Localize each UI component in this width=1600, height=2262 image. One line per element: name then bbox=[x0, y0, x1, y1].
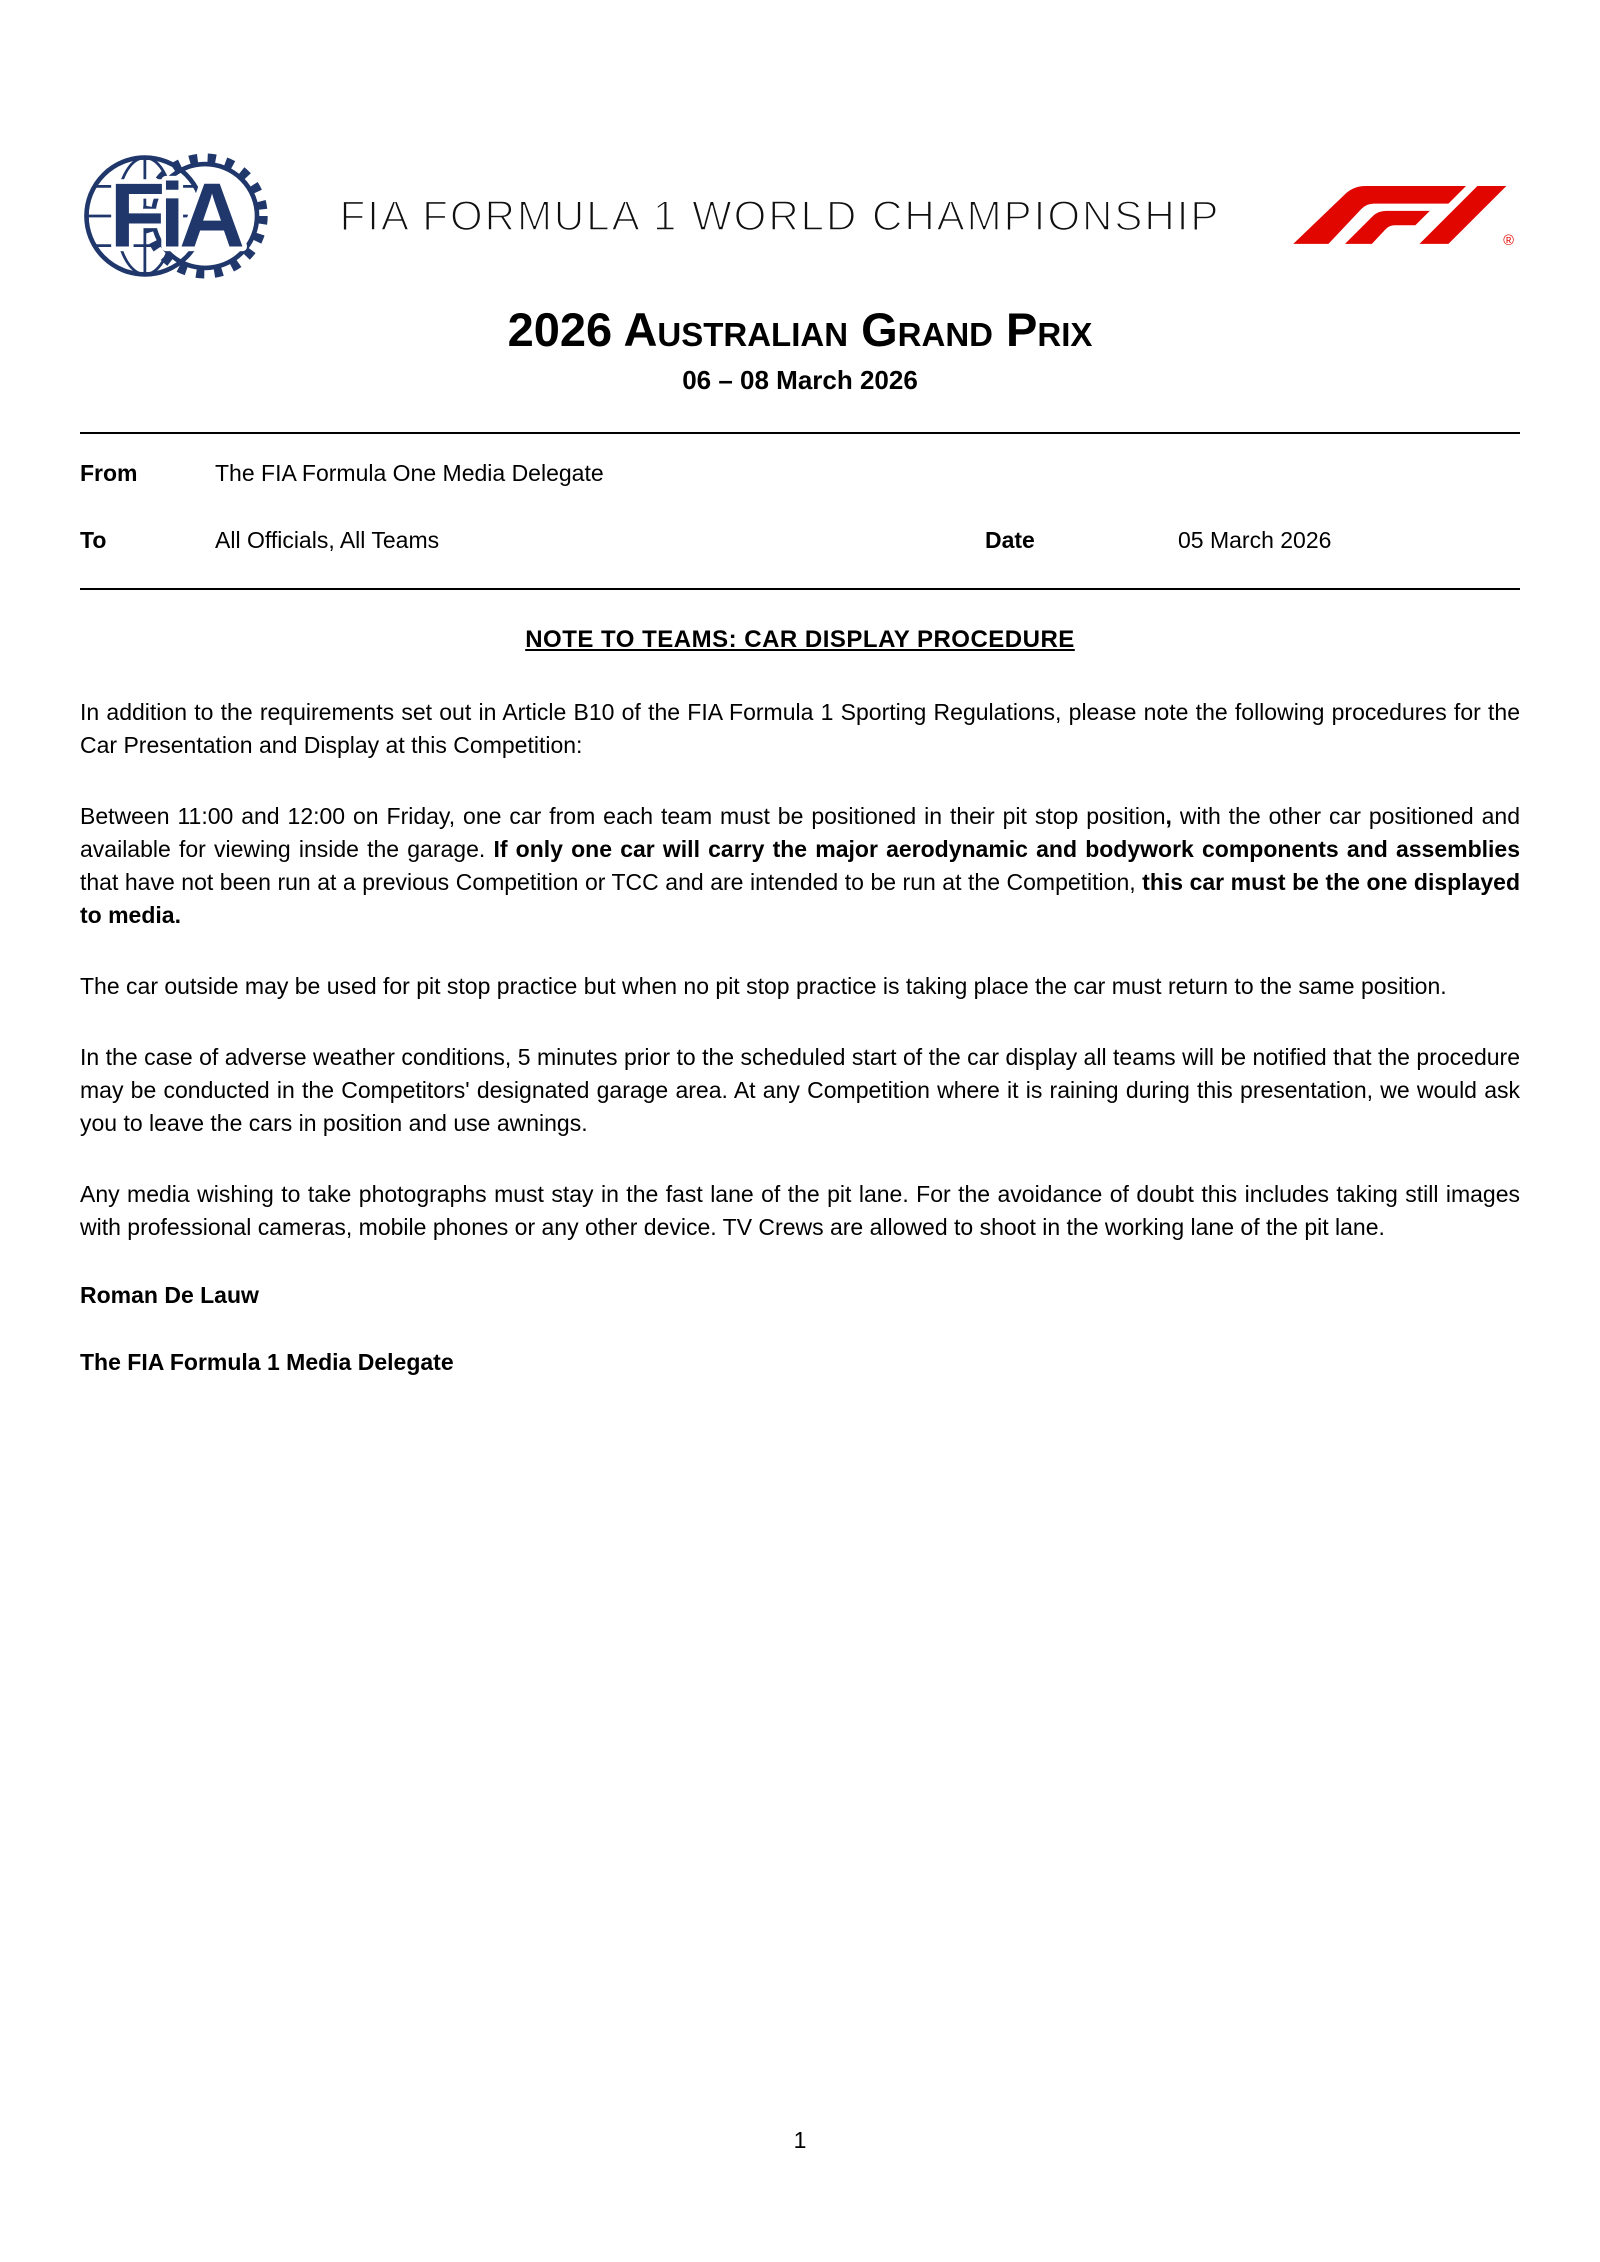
f1-logo bbox=[1290, 186, 1520, 246]
from-value: The FIA Formula One Media Delegate bbox=[215, 460, 604, 486]
document-heading: NOTE TO TEAMS: CAR DISPLAY PROCEDURE bbox=[525, 626, 1075, 653]
meta-table bbox=[80, 434, 1520, 588]
to-label: To bbox=[80, 527, 107, 553]
text-run: The car outside may be used for pit stop practice but when no pit stop practice is taking place the car must return to the same position. bbox=[80, 973, 1447, 999]
fia-logo-text: FiA bbox=[109, 165, 240, 267]
date-label: Date bbox=[985, 527, 1035, 553]
bold-text-run: If only one car will carry the major aerodynamic and bodywork components and assemblies bbox=[493, 836, 1520, 862]
body-paragraph bbox=[80, 970, 1520, 1003]
body-paragraph bbox=[80, 1178, 1520, 1244]
event-title: 2026 Australian Grand Prix bbox=[507, 303, 1093, 356]
f1-logo-shapes bbox=[1293, 186, 1514, 246]
from-label: From bbox=[80, 460, 138, 486]
text-run: Any media wishing to take photographs must stay in the fast lane of the pit lane. For the avoidance of doubt this includes taking still images with professional cameras, mobile phones or any other device. TV Crews are allowed to shoot in the working lane of the pit lane. bbox=[80, 1181, 1520, 1240]
signature-name: Roman De Lauw bbox=[80, 1282, 259, 1308]
bold-text-run: this car must be the one displayed to media. bbox=[80, 869, 1520, 928]
text-run: Between 11:00 and 12:00 on Friday, one car from each team must be positioned in their pit stop position bbox=[80, 803, 1166, 829]
event-dates: 06 – 08 March 2026 bbox=[682, 365, 918, 395]
divider-bottom bbox=[80, 588, 1520, 590]
signature-role: The FIA Formula 1 Media Delegate bbox=[80, 1349, 454, 1375]
registered-mark: ® bbox=[1503, 232, 1514, 246]
body-paragraph bbox=[80, 696, 1520, 762]
bold-text-run: , bbox=[1165, 803, 1172, 829]
fia-logo bbox=[80, 141, 270, 291]
text-run: with the other car positioned and available for viewing inside the garage. bbox=[80, 803, 1520, 862]
championship-title: FIA FORMULA 1 WORLD CHAMPIONSHIP bbox=[339, 192, 1221, 239]
document-body bbox=[80, 696, 1520, 1244]
document-header bbox=[80, 140, 1520, 292]
text-run: In the case of adverse weather conditions, 5 minutes prior to the scheduled start of the car display all teams will be notified that the procedure may be conducted in the Competitors' designated garage area. At any Competition where it is raining during this presentation, we would ask you to leave the cars in position and use awnings. bbox=[80, 1044, 1520, 1136]
text-run: In addition to the requirements set out in Article B10 of the FIA Formula 1 Sporting Regulations, please note the following procedures for the Car Presentation and Display at this Competition: bbox=[80, 699, 1520, 758]
text-run: that have not been run at a previous Competition or TCC and are intended to be run at the Competition, bbox=[80, 869, 1143, 895]
body-paragraph bbox=[80, 1041, 1520, 1140]
page-number: 1 bbox=[793, 2127, 807, 2153]
body-paragraph bbox=[80, 800, 1520, 932]
date-value: 05 March 2026 bbox=[1178, 527, 1332, 553]
to-value: All Officials, All Teams bbox=[215, 527, 440, 553]
